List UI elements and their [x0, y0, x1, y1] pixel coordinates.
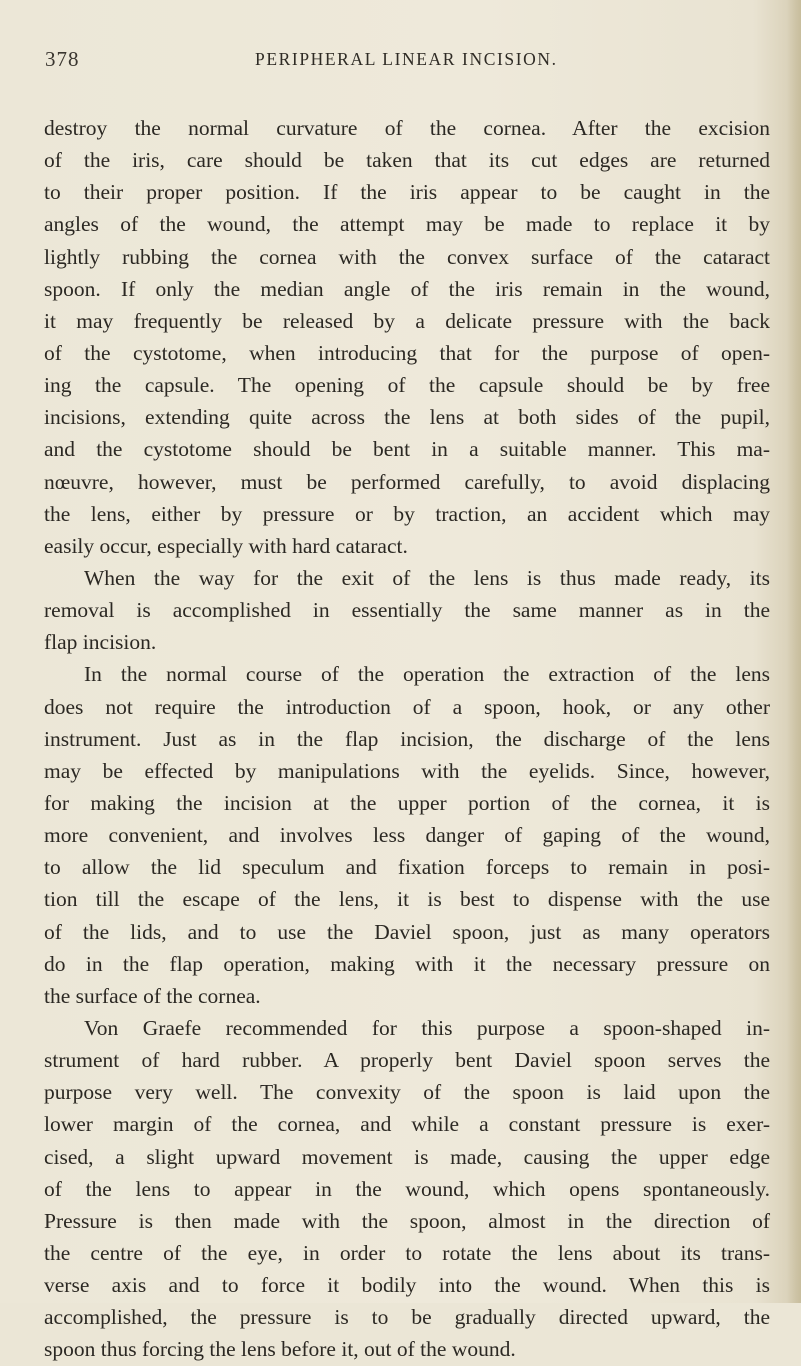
text-line: spoon. If only the median angle of the iris remain in the wound, — [44, 276, 770, 301]
text-line: for making the incision at the upper portion of the cornea, it is — [44, 790, 770, 815]
text-line: of the iris, care should be taken that its cut edges are returned — [44, 148, 770, 173]
text-line: of the lens to appear in the wound, which opens spontaneously. — [44, 1176, 770, 1201]
text-line: cised, a slight upward movement is made, causing the upper edge — [44, 1144, 770, 1169]
running-head — [45, 47, 745, 73]
text-line: to their proper position. If the iris appear to be caught in the — [44, 180, 770, 205]
text-line: flap incision. — [44, 630, 157, 655]
text-line: may be effected by manipulations with the eyelids. Since, however, — [44, 758, 770, 783]
page-number: 378 — [45, 47, 80, 71]
text-line: easily occur, especially with hard cataract. — [44, 533, 408, 558]
text-line: the centre of the eye, in order to rotate the lens about its trans- — [44, 1240, 770, 1265]
text-line: nœuvre, however, must be performed carefully, to avoid displacing — [44, 469, 770, 494]
text-line: purpose very well. The convexity of the spoon is laid upon the — [44, 1080, 770, 1105]
text-line: instrument. Just as in the flap incision, the discharge of the lens — [44, 726, 770, 751]
text-line: more convenient, and involves less danger of gaping of the wound, — [44, 823, 770, 848]
page-edge-shadow — [787, 0, 801, 1303]
text-line: verse axis and to force it bodily into the wound. When this is — [44, 1273, 770, 1298]
text-line: lower margin of the cornea, and while a constant pressure is exer- — [44, 1112, 770, 1137]
body-text — [44, 112, 770, 1365]
text-line: angles of the wound, the attempt may be made to replace it by — [44, 212, 770, 237]
text-line: destroy the normal curvature of the cornea. After the excision — [44, 116, 770, 140]
text-line: In the normal course of the operation the extraction of the lens — [84, 662, 770, 687]
text-line: do in the flap operation, making with it the necessary pressure on — [44, 951, 770, 976]
text-line: accomplished, the pressure is to be gradually directed upward, the — [44, 1305, 770, 1330]
text-line: the lens, either by pressure or by traction, an accident which may — [44, 501, 770, 526]
text-line: to allow the lid speculum and fixation forceps to remain in posi- — [44, 855, 770, 880]
text-line: it may frequently be released by a delicate pressure with the back — [44, 308, 770, 333]
text-line: of the lids, and to use the Daviel spoon, just as many operators — [44, 919, 770, 944]
text-line: lightly rubbing the cornea with the convex surface of the cataract — [44, 244, 770, 269]
text-line: and the cystotome should be bent in a suitable manner. This ma- — [44, 437, 770, 462]
text-line: of the cystotome, when introducing that for the purpose of open- — [44, 340, 770, 365]
text-line: the surface of the cornea. — [44, 983, 261, 1008]
text-line: Pressure is then made with the spoon, almost in the direction of — [44, 1208, 770, 1233]
text-line: does not require the introduction of a spoon, hook, or any other — [44, 694, 770, 719]
text-line: tion till the escape of the lens, it is best to dispense with the use — [44, 887, 770, 912]
text-line: ing the capsule. The opening of the capsule should be by free — [44, 373, 770, 398]
text-line: incisions, extending quite across the lens at both sides of the pupil, — [44, 405, 770, 430]
text-line: Von Graefe recommended for this purpose a spoon-shaped in- — [84, 1015, 770, 1040]
text-line: removal is accomplished in essentially the same manner as in the — [44, 598, 770, 623]
text-line: spoon thus forcing the lens before it, out of the wound. — [44, 1337, 516, 1362]
running-title: PERIPHERAL LINEAR INCISION. — [255, 49, 558, 69]
text-line: When the way for the exit of the lens is thus made ready, its — [84, 565, 770, 590]
text-line: strument of hard rubber. A properly bent Daviel spoon serves the — [44, 1048, 770, 1073]
